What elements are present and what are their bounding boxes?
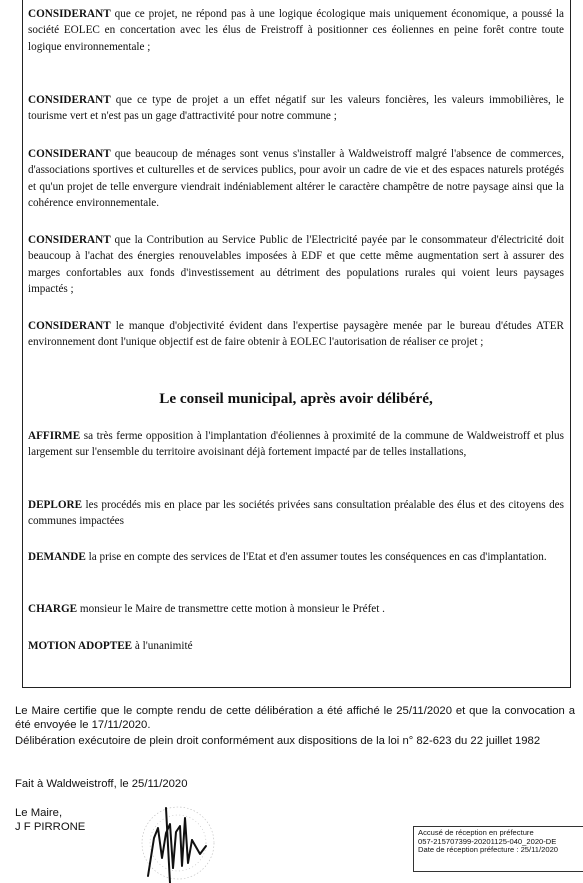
- considerant-keyword: CONSIDERANT: [28, 148, 111, 160]
- considerant-text: que ce type de projet a un effet négatif sur les valeurs foncières, les valeurs immobilières, le tourisme vert et n'est pas un gage d'attractivité pour notre commune ;: [28, 94, 564, 123]
- decision-charge: [28, 601, 564, 617]
- decision-motion: [28, 638, 564, 654]
- decision-text: sa très ferme opposition à l'implantation d'éoliennes à proximité de la commune de Waldweistroff et plus largement sur l'ensemble du territoire avoisinant déjà fortement impacté par de telles installations,: [28, 430, 564, 459]
- decision-keyword: DEMANDE: [28, 551, 86, 563]
- decision-text: la prise en compte des services de l'Etat et d'en assumer toutes les conséquences en cas d'implantation.: [85, 551, 547, 563]
- considerant-keyword: CONSIDERANT: [28, 8, 111, 20]
- considerant-4: [28, 232, 564, 298]
- considerant-text: le manque d'objectivité évident dans l'expertise paysagère menée par le bureau d'études ATER environnement dont l'unique objectif est de faire obtenir à EOLEC l'autorisation de réaliser ce projet ;: [28, 320, 564, 349]
- considerant-keyword: CONSIDERANT: [28, 320, 111, 332]
- considerant-text: que ce projet, ne répond pas à une logique écologique mais uniquement économique, a poussé la société EOLEC en concertation avec les élus de Freistroff à positionner ces éoliennes en peine forêt contre toute logique environnementale ;: [28, 8, 564, 53]
- considerant-text: que beaucoup de ménages sont venus s'installer à Waldweistroff malgré l'absence de commerces, d'associations sportives et culturelles et de services publics, pour avoir un cadre de vie et des espaces naturels protégés et qu'un projet de telle envergure viendrait indéniablement altérer le caractère champêtre de notre paysage ainsi que la cohérence environnementale.: [28, 148, 564, 210]
- stamp-line: 057-215707399-20201125-040_2020-DE: [418, 836, 557, 846]
- considerant-3: [28, 146, 564, 212]
- stamp-line: Date de réception préfecture : 25/11/2020: [418, 845, 559, 855]
- decision-text: les procédés mis en place par les sociétés privées sans consultation préalable des élus et des citoyens des communes impactées: [28, 499, 564, 528]
- executoire-text: Délibération exécutoire de plein droit conformément aux dispositions de la loi n° 82-623 du 22 juillet 1982: [15, 735, 541, 747]
- signer-title: Le Maire,: [15, 807, 63, 819]
- decision-keyword: DEPLORE: [28, 499, 83, 511]
- considerant-5: [28, 318, 564, 351]
- decision-text: monsieur le Maire de transmettre cette motion à monsieur le Préfet .: [77, 603, 385, 615]
- decision-demande: [28, 549, 564, 565]
- decision-keyword: CHARGE: [28, 603, 78, 615]
- decision-keyword: AFFIRME: [28, 430, 81, 442]
- signature-image: [118, 788, 238, 883]
- certification-text: Le Maire certifie que le compte rendu de cette délibération a été affiché le 25/11/2020 et que la convocation a été envoyée le 17/11/2020.: [15, 705, 575, 731]
- decision-affirme: [28, 428, 564, 461]
- decision-deplore: [28, 497, 564, 530]
- stamp-line: Accusé de réception en préfecture: [418, 828, 534, 837]
- considerant-text: que la Contribution au Service Public de l'Electricité payée par le consommateur d'électricité doit beaucoup à l'achat des énergies renouvelables imposées à EDF et que cette même augmentation sert à assurer des marges confortables aux fonds d'investissement au détriment des populations rurales qui voient leurs paysages impactés ;: [28, 234, 564, 296]
- fait-a-text: Fait à Waldweistroff, le 25/11/2020: [15, 778, 188, 790]
- decision-text: à l'unanimité: [132, 640, 193, 652]
- signer-name: J F PIRRONE: [15, 821, 86, 833]
- decision-keyword: MOTION ADOPTEE: [28, 640, 133, 652]
- section-heading: Le conseil municipal, après avoir délibéré,: [159, 390, 433, 407]
- considerant-2: [28, 92, 564, 125]
- considerant-keyword: CONSIDERANT: [28, 234, 111, 246]
- prefecture-receipt-stamp: [413, 826, 583, 872]
- considerant-1: [28, 6, 564, 55]
- considerant-keyword: CONSIDERANT: [28, 94, 111, 106]
